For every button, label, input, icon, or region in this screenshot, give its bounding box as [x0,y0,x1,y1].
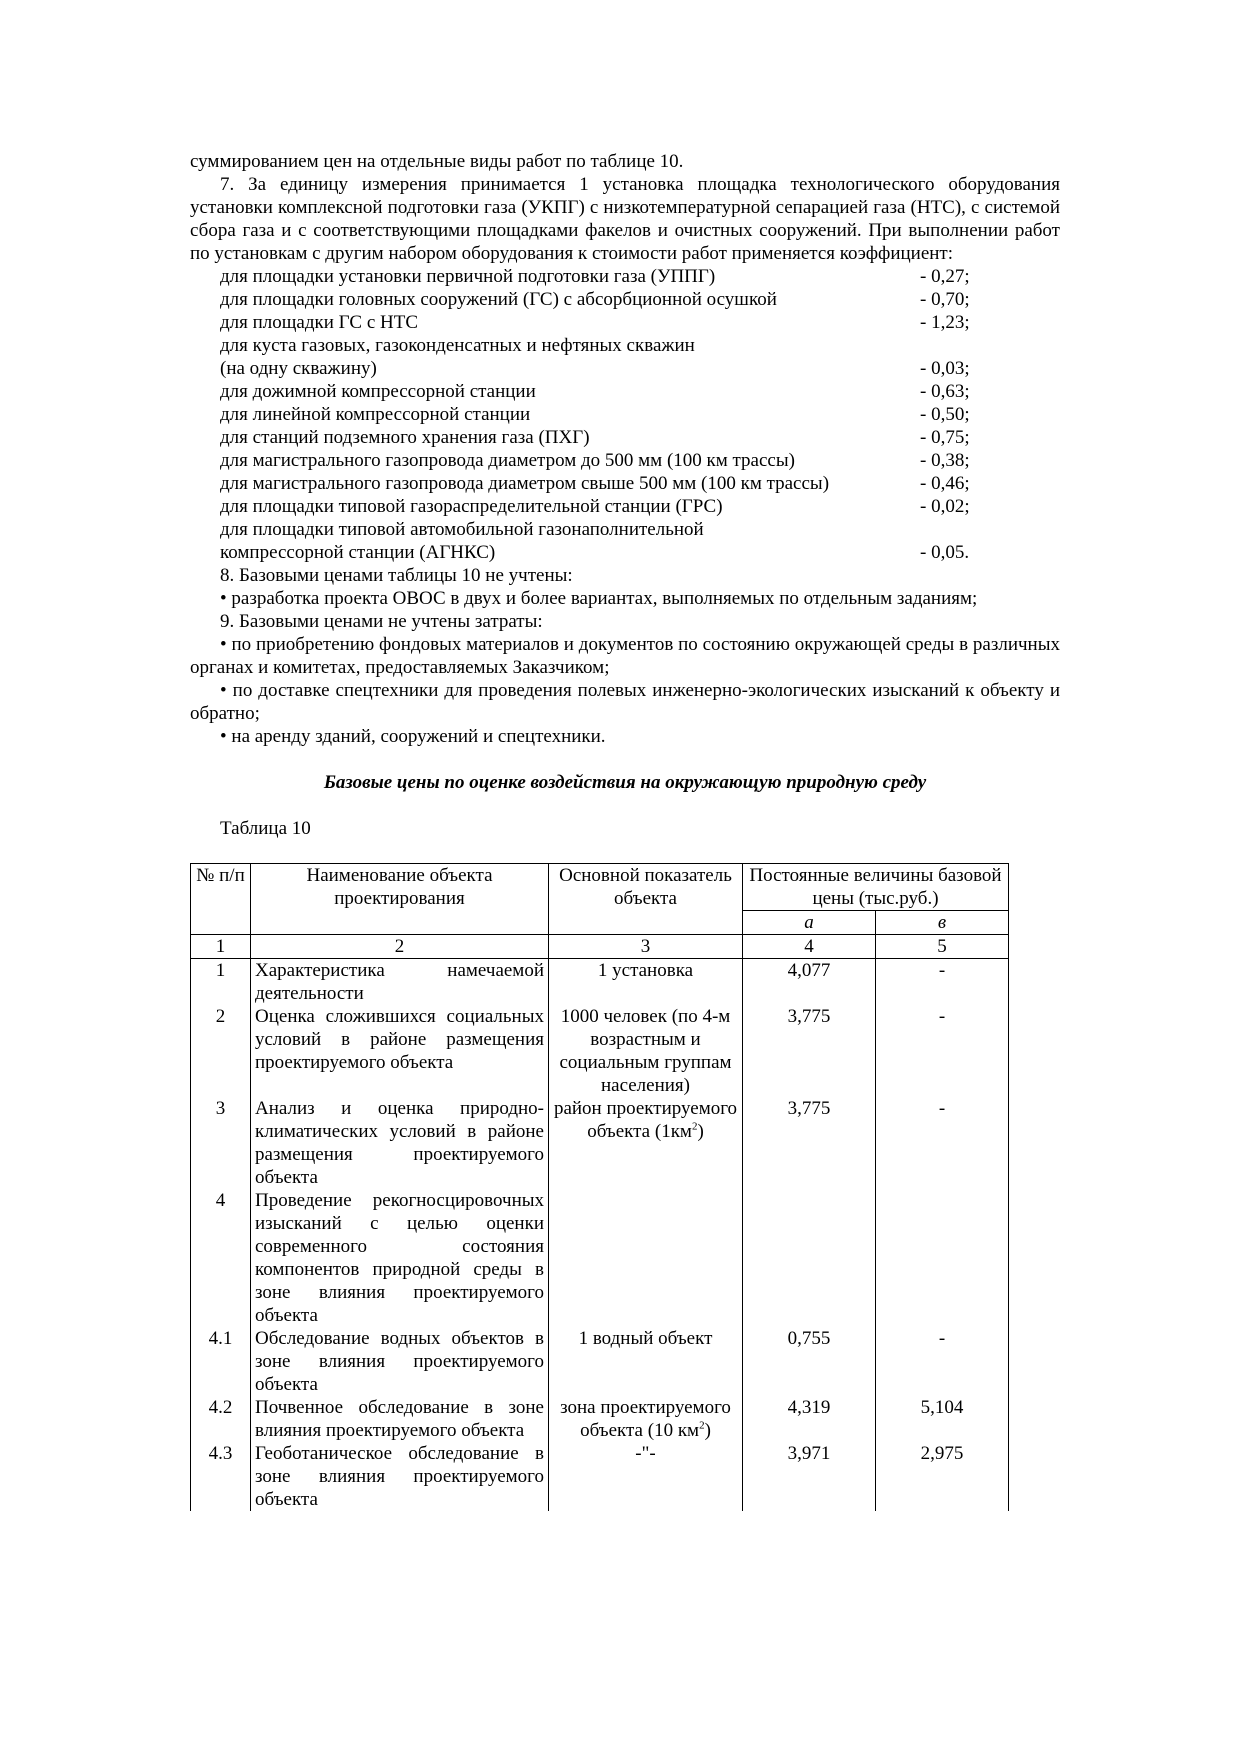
row-value-a: 3,971 [743,1442,876,1511]
row-indicator [549,1396,743,1442]
coefficient-list [190,265,1060,564]
coefficient-row [190,311,1060,334]
coefficient-value: - 0,46; [920,473,970,494]
column-number: 3 [549,935,743,959]
coefficient-row [190,541,1060,564]
column-number: 1 [191,935,251,959]
row-indicator: 1000 человек (по 4-м возрастным и социальным группам населения) [549,1005,743,1097]
coefficient-label: для площадки установки первичной подготовки газа (УППГ) [220,266,716,287]
coefficient-row [190,334,1060,357]
bullet-item: • по доставке спецтехники для проведения полевых инженерно-экологических изысканий к объекту и обратно; [190,680,1060,724]
coefficient-value: - 0,70; [920,289,970,310]
row-name: Обследование водных объектов в зоне влияния проектируемого объекта [251,1327,549,1396]
row-value-b: - [876,1005,1009,1097]
document-page [190,150,1060,1511]
coefficient-row [190,518,1060,541]
table-row [191,1189,1009,1327]
superscript: 2 [699,1419,705,1432]
coefficient-row [190,380,1060,403]
row-name: Проведение рекогносцировочных изысканий с целью оценки современного состояния компонентов природной среды в зоне влияния проектируемого объекта [251,1189,549,1327]
row-number: 2 [191,1005,251,1097]
table-caption: Таблица 10 [220,818,311,839]
coefficient-value: - 0,05. [920,542,970,563]
row-name: Геоботаническое обследование в зоне влияния проектируемого объекта [251,1442,549,1511]
row-indicator: -"- [549,1442,743,1511]
indicator-text: зона проектируемого объекта (10 км [560,1397,731,1441]
column-number: 5 [876,935,1009,959]
header-constants: Постоянные величины базовой цены (тыс.руб.) [743,864,1009,911]
superscript: 2 [691,1120,698,1133]
table-header-row [191,864,1009,911]
row-name: Характеристика намечаемой деятельности [251,959,549,1006]
paragraph-8: 8. Базовыми ценами таблицы 10 не учтены: [220,565,573,586]
paragraph-7: 7. За единицу измерения принимается 1 установка площадка технологического оборудования установки комплексной подготовки газа (УКПГ) с низкотемпературной сепарацией газа (НТС), с системой сбора газа и с соответствующими площадками факелов и очистных сооружений. При выполнении работ по установкам с другим набором оборудования к стоимости работ применяется коэффициент: [190,174,1060,264]
table-row [191,1396,1009,1442]
row-value-a: 4,319 [743,1396,876,1442]
coefficient-value: - 0,03; [920,358,970,379]
row-number: 3 [191,1097,251,1189]
row-value-a [743,1189,876,1327]
column-number: 4 [743,935,876,959]
row-number: 4.2 [191,1396,251,1442]
coefficient-value [920,518,980,541]
coefficient-row [190,449,1060,472]
coefficient-row [190,426,1060,449]
coefficient-value: - 0,27; [920,266,970,287]
coefficient-label: для площадки головных сооружений (ГС) с абсорбционной осушкой [220,289,777,310]
coefficient-label: для магистрального газопровода диаметром до 500 мм (100 км трассы) [220,450,795,471]
row-name: Оценка сложившихся социальных условий в районе размещения проектируемого объекта [251,1005,549,1097]
coefficient-value: - 0,75; [920,427,970,448]
paragraph-9: 9. Базовыми ценами не учтены затраты: [220,611,543,632]
column-number: 2 [251,935,549,959]
coefficient-value: - 0,63; [920,381,970,402]
coefficient-value: - 0,50; [920,404,970,425]
indicator-tail: ) [704,1420,711,1441]
row-indicator [549,1097,743,1189]
coefficient-label: для куста газовых, газоконденсатных и нефтяных скважин [220,335,695,356]
row-number: 4.1 [191,1327,251,1396]
table-row [191,1327,1009,1396]
header-name: Наименование объекта проектирования [251,864,549,935]
table-row [191,959,1009,1006]
row-number: 4.3 [191,1442,251,1511]
row-name: Почвенное обследование в зоне влияния проектируемого объекта [251,1396,549,1442]
row-value-a: 4,077 [743,959,876,1006]
indicator-text: район проектируемого объекта (1км [553,1098,738,1142]
bullet-item: • по приобретению фондовых материалов и документов по состоянию окружающей среды в различных органах и комитетах, предоставляемых Заказчиком; [190,634,1060,678]
coefficient-value: - 0,02; [920,496,970,517]
price-table [190,863,1009,1511]
row-value-a: 3,775 [743,1097,876,1189]
coefficient-value: - 0,38; [920,450,970,471]
row-value-b: - [876,959,1009,1006]
indicator-tail: ) [697,1121,704,1142]
coefficient-row [190,357,1060,380]
coefficient-label: для площадки типовой автомобильной газонаполнительной [220,519,704,540]
header-num: № п/п [191,864,251,935]
header-a: а [743,911,876,935]
row-value-b: 5,104 [876,1396,1009,1442]
intro-line: суммированием цен на отдельные виды работ по таблице 10. [190,151,684,172]
row-value-b: - [876,1327,1009,1396]
coefficient-value: - 1,23; [920,312,970,333]
coefficient-label: для дожимной компрессорной станции [220,381,536,402]
section-title: Базовые цены по оценке воздействия на окружающую природную среду [323,772,927,793]
bullet-item: • на аренду зданий, сооружений и спецтехники. [220,726,606,747]
row-number: 1 [191,959,251,1006]
coefficient-label: для площадки ГС с НТС [220,312,419,333]
row-indicator: 1 водный объект [549,1327,743,1396]
coefficient-label: (на одну скважину) [220,358,377,379]
bullet-item: • разработка проекта ОВОС в двух и более вариантах, выполняемых по отдельным заданиям; [220,588,978,609]
header-indicator: Основной показатель объекта [549,864,743,935]
coefficient-label: для площадки типовой газораспределительной станции (ГРС) [220,496,723,517]
table-row [191,1005,1009,1097]
row-number: 4 [191,1189,251,1327]
row-name: Анализ и оценка природно-климатических условий в районе размещения проектируемого объекта [251,1097,549,1189]
coefficient-row [190,288,1060,311]
column-number-row [191,935,1009,959]
coefficient-row [190,265,1060,288]
row-indicator: 1 установка [549,959,743,1006]
coefficient-value [920,334,980,357]
coefficient-label: для станций подземного хранения газа (ПХГ) [220,427,590,448]
row-value-a: 0,755 [743,1327,876,1396]
table-row [191,1442,1009,1511]
row-value-b: 2,975 [876,1442,1009,1511]
row-value-a: 3,775 [743,1005,876,1097]
coefficient-label: компрессорной станции (АГНКС) [220,542,496,563]
coefficient-row [190,472,1060,495]
coefficient-label: для магистрального газопровода диаметром свыше 500 мм (100 км трассы) [220,473,830,494]
row-indicator [549,1189,743,1327]
row-value-b [876,1189,1009,1327]
table-row [191,1097,1009,1189]
coefficient-row [190,495,1060,518]
row-value-b: - [876,1097,1009,1189]
coefficient-label: для линейной компрессорной станции [220,404,531,425]
header-b: в [876,911,1009,935]
coefficient-row [190,403,1060,426]
